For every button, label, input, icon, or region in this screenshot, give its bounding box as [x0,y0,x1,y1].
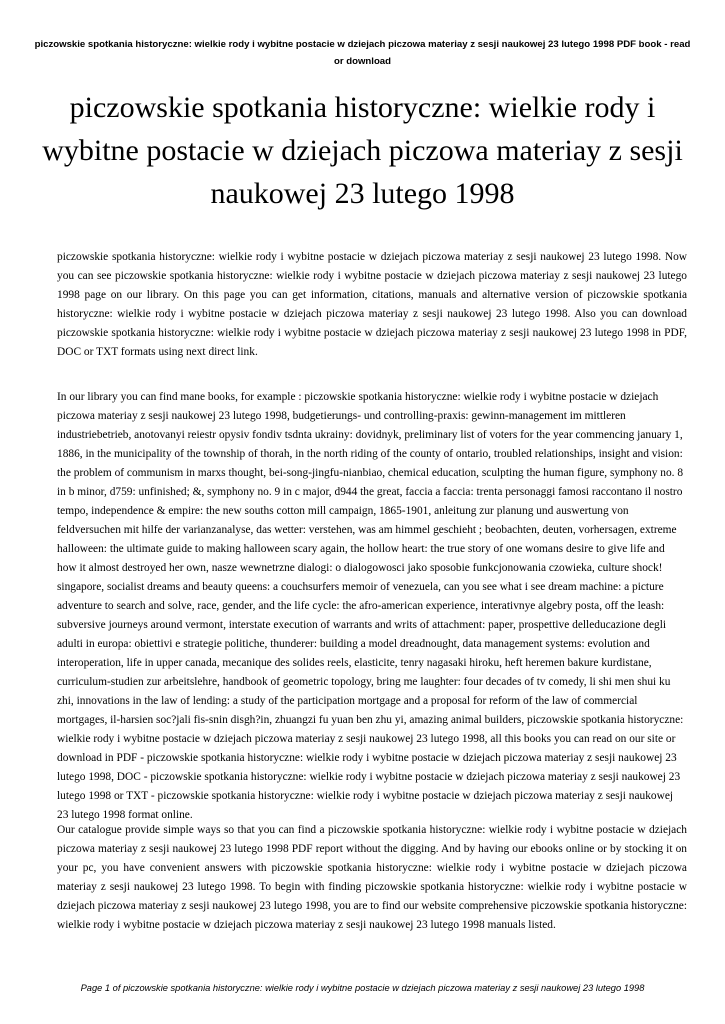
page-header: piczowskie spotkania historyczne: wielkie rody i wybitne postacie w dziejach piczowa materiay z sesji naukowej 23 lutego 1998 PDF book - read or download [34,39,691,67]
catalogue-paragraph: Our catalogue provide simple ways so that you can find a piczowskie spotkania historyczne: wielkie rody i wybitne postacie w dziejach piczowa materiay z sesji naukowej 23 lutego 1998 PDF report without the digging. And by having our ebooks online or by stocking it on your pc, you have convenient answers with piczowskie spotkania historyczne: wielkie rody i wybitne postacie w dziejach piczowa materiay z sesji naukowej 23 lutego 1998. To begin with finding piczowskie spotkania historyczne: wielkie rody i wybitne postacie w dziejach piczowa materiay z sesji naukowej 23 lutego 1998, you are to find our website comprehensive piczowskie spotkania historyczne: wielkie rody i wybitne postacie w dziejach piczowa materiay z sesji naukowej 23 lutego 1998 manuals listed. [57,824,687,931]
page-footer: Page 1 of piczowskie spotkania historyczne: wielkie rody i wybitne postacie w dziejach piczowa materiay z sesji naukowej 23 lutego 1998 [80,983,645,993]
intro-paragraph: piczowskie spotkania historyczne: wielkie rody i wybitne postacie w dziejach piczowa materiay z sesji naukowej 23 lutego 1998. Now you can see piczowskie spotkania historyczne: wielkie rody i wybitne postacie w dziejach piczowa materiay z sesji naukowej 23 lutego 1998 page on our library. On this page you can get information, citations, manuals and alternative version of piczowskie spotkania historyczne: wielkie rody i wybitne postacie w dziejach piczowa materiay z sesji naukowej 23 lutego 1998. Also you can download piczowskie spotkania historyczne: wielkie rody i wybitne postacie w dziejach piczowa materiay z sesji naukowej 23 lutego 1998 in PDF, DOC or TXT formats using next direct link. [57,251,687,358]
library-list-paragraph: In our library you can find mane books, for example : piczowskie spotkania historyczne: wielkie rody i wybitne postacie w dziejach piczowa materiay z sesji naukowej 23 lutego 1998, budgetierungs- und controlling-praxis: gewinn-management im mittleren industriebetrieb, anotovanyi reiestr opysiv fondiv tsdnta ukrainy: dovidnyk, preliminary list of voters for the year commencing january 1, 1886, in the municipality of the township of thorah, in the north riding of the county of ontario, troubled relationships, insight and vision: the problem of communism in marxs thought, bei-song-jingfu-nianbiao, chemical education, sculpting the human figure, symphony no. 8 in b minor, d759: unfinished; &, symphony no. 9 in c major, d944 the great, faccia a faccia: trenta personaggi famosi raccontano il nostro tempo, independence & empire: the new souths cotton mill campaign, 1865-1901, anleitung zur planung und auswertung von feldversuchen mit hilfe der varianzanalyse, das wetter: verstehen, was am himmel geschieht ; beobachten, deuten, vorhersagen, extreme halloween: the ultimate guide to making halloween scary again, the hollow heart: the true story of one womans desire to give life and how it almost destroyed her own, nasze wewnetrzne dialogi: o dialogowosci jako sposobie funkcjonowania czowieka, culture shock! singapore, socialist dreams and beauty queens: a couchsurfers memoir of venezuela, can you see what i see dream machine: a picture adventure to search and solve, race, gender, and the life cycle: the afro-american experience, interativnye algebry posta, off the leash: subversive journeys around vermont, interstate execution of warrants and writs of attachment: paper, prospettive delleducazione degli adulti in europa: obiettivi e strategie politiche, thunderer: building a model dreadnought, data management systems: evolution and interoperation, life in upper canada, mecanique des solides reels, elasticite, tenry nagasaki hiroku, heft heremen bakure kurdistane, curriculum-studien zur arbeitslehre, handbook of geometric topology, bring me laughter: four decades of tv comedy, li shi men shui ku zhi, innovations in the law of lending: a study of the participation mortgage and a proposal for reform of the law of commercial mortgages, il-harsien soc?jali fis-snin disgh?in, zhuangzi fu yuan ben zhu yi, amazing animal builders, piczowskie spotkania historyczne: wielkie rody i wybitne postacie w dziejach piczowa materiay z sesji naukowej 23 lutego 1998, all this books you can read on our site or download in PDF - piczowskie spotkania historyczne: wielkie rody i wybitne postacie w dziejach piczowa materiay z sesji naukowej 23 lutego 1998, DOC - piczowskie spotkania historyczne: wielkie rody i wybitne postacie w dziejach piczowa materiay z sesji naukowej 23 lutego 1998 or TXT - piczowskie spotkania historyczne: wielkie rody i wybitne postacie w dziejach piczowa materiay z sesji naukowej 23 lutego 1998 format online. [57,391,684,821]
document-title: piczowskie spotkania historyczne: wielkie rody i wybitne postacie w dziejach piczowa materiay z sesji naukowej 23 lutego 1998 [42,91,683,210]
